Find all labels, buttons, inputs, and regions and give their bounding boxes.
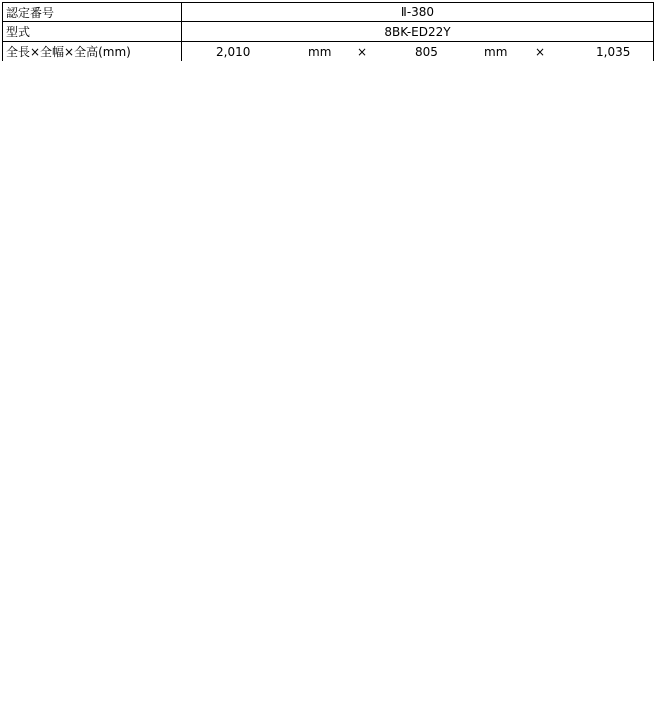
row-cert-no bbox=[2, 2, 654, 21]
unit-width: mm bbox=[484, 45, 508, 59]
row-dimensions bbox=[2, 41, 654, 61]
sep-2: × bbox=[535, 45, 546, 59]
value-height: 1,035 bbox=[596, 45, 631, 59]
value-model: 8BK-ED22Y bbox=[384, 25, 451, 39]
spec-table bbox=[2, 2, 654, 710]
unit-length: mm bbox=[308, 45, 332, 59]
row-model bbox=[2, 21, 654, 41]
label-model: 型式 bbox=[2, 22, 182, 41]
label-cert-no: 認定番号 bbox=[2, 3, 182, 21]
label-dimensions: 全長×全幅×全高(mm) bbox=[2, 42, 182, 61]
sep-1: × bbox=[357, 45, 368, 59]
value-width: 805 bbox=[415, 45, 438, 59]
value-length: 2,010 bbox=[216, 45, 251, 59]
value-cert-no: Ⅱ-380 bbox=[400, 5, 435, 19]
